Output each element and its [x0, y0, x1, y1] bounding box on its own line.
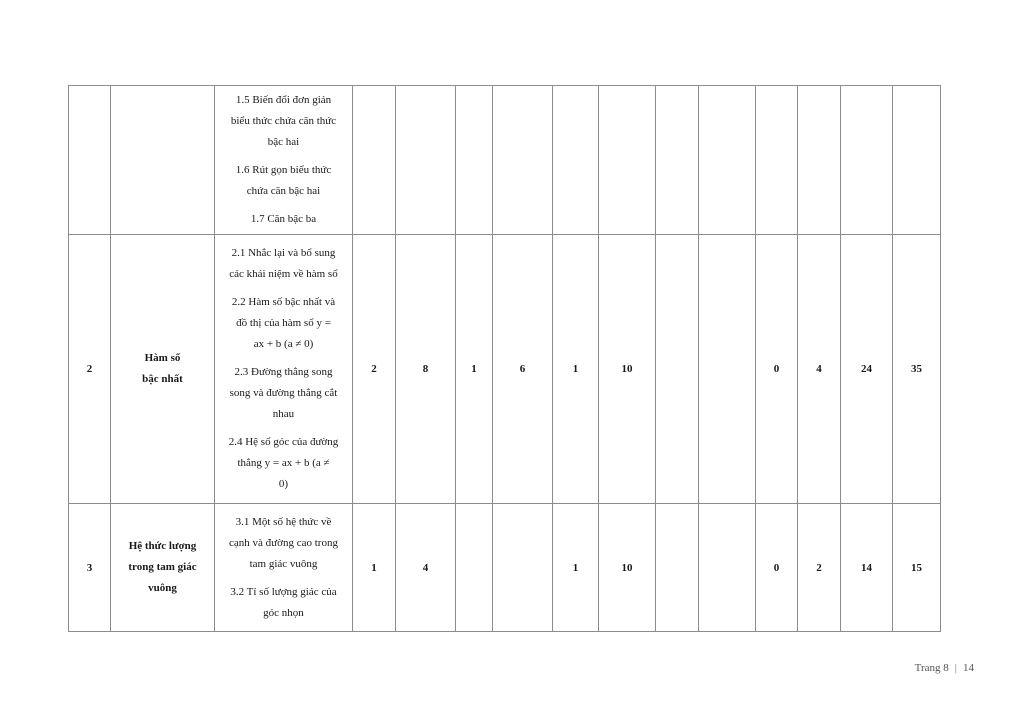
topic-line: 3.1 Một số hệ thức về	[235, 515, 332, 528]
topic-line: 1.5 Biến đổi đơn giản	[235, 94, 332, 106]
assessment-matrix-table	[68, 85, 941, 632]
value-cell	[699, 504, 756, 632]
topic-line: 0)	[278, 478, 289, 490]
value-cell: 35	[893, 235, 941, 504]
topic-line: 1.7 Căn bậc ba	[250, 213, 317, 225]
value-cell	[353, 86, 396, 235]
topic-line: góc nhọn	[263, 606, 304, 619]
value-cell: 1	[553, 235, 599, 504]
topic-line: các khái niệm về hàm số	[229, 268, 338, 280]
topic-line: ax + b (a ≠ 0)	[253, 338, 314, 350]
chapter-cell	[111, 86, 215, 235]
page-label: Trang	[914, 662, 941, 674]
value-cell: 15	[893, 504, 941, 632]
page-total: 14	[963, 662, 974, 674]
page-separator: |	[954, 662, 957, 674]
value-cell	[396, 86, 456, 235]
table-row	[69, 86, 941, 235]
value-cell: 8	[396, 235, 456, 504]
value-cell: 1	[456, 235, 493, 504]
table-row	[69, 235, 941, 504]
row-index-cell: 2	[69, 235, 111, 504]
table-row	[69, 504, 941, 632]
topics-cell	[215, 235, 353, 504]
topic-line: 3.2 Tỉ số lượng giác của	[230, 585, 337, 598]
row-index-cell	[69, 86, 111, 235]
value-cell	[493, 86, 553, 235]
value-cell	[493, 504, 553, 632]
topic-line: thẳng y = ax + b (a ≠	[237, 457, 330, 469]
value-cell: 10	[599, 504, 656, 632]
value-cell: 24	[841, 235, 893, 504]
value-cell: 4	[396, 504, 456, 632]
chapter-line: vuông	[148, 582, 177, 594]
value-cell: 4	[798, 235, 841, 504]
topic-line: nhau	[272, 408, 295, 420]
topics-cell	[215, 504, 353, 632]
value-cell: 0	[756, 235, 798, 504]
page-footer	[915, 662, 974, 674]
topic-line: 2.2 Hàm số bậc nhất và	[231, 296, 336, 308]
value-cell: 0	[756, 504, 798, 632]
topic-line: bậc hai	[267, 136, 300, 148]
value-cell: 1	[353, 504, 396, 632]
chapter-line: Hàm số	[144, 352, 181, 364]
value-cell	[656, 235, 699, 504]
value-cell: 10	[599, 235, 656, 504]
value-cell	[798, 86, 841, 235]
value-cell	[841, 86, 893, 235]
page-number: 8	[943, 662, 949, 674]
topic-line: song và đường thẳng cắt	[229, 387, 338, 399]
chapter-line: bậc nhất	[142, 373, 183, 385]
value-cell: 1	[553, 504, 599, 632]
topic-line: 2.3 Đường thẳng song	[234, 366, 333, 378]
value-cell	[456, 504, 493, 632]
value-cell	[456, 86, 493, 235]
value-cell	[756, 86, 798, 235]
topic-line: chứa căn bậc hai	[246, 185, 321, 197]
topic-line: cạnh và đường cao trong	[229, 536, 338, 549]
row-index-cell: 3	[69, 504, 111, 632]
value-cell	[656, 86, 699, 235]
topic-line: đồ thị của hàm số y =	[236, 317, 331, 329]
topic-line: 2.1 Nhắc lại và bổ sung	[231, 247, 336, 259]
topic-line: 2.4 Hệ số góc của đường	[228, 436, 339, 448]
topic-line: tam giác vuông	[249, 557, 318, 570]
value-cell	[699, 235, 756, 504]
value-cell: 6	[493, 235, 553, 504]
chapter-line: Hệ thức lượng	[128, 540, 197, 552]
value-cell	[599, 86, 656, 235]
topic-line: biểu thức chứa căn thức	[230, 115, 337, 127]
value-cell: 14	[841, 504, 893, 632]
value-cell	[553, 86, 599, 235]
topics-cell	[215, 86, 353, 235]
chapter-cell	[111, 504, 215, 632]
chapter-cell	[111, 235, 215, 504]
value-cell: 2	[353, 235, 396, 504]
value-cell	[656, 504, 699, 632]
chapter-line: trong tam giác	[128, 561, 197, 573]
topic-line: 1.6 Rút gọn biểu thức	[235, 164, 332, 176]
value-cell	[893, 86, 941, 235]
value-cell: 2	[798, 504, 841, 632]
value-cell	[699, 86, 756, 235]
